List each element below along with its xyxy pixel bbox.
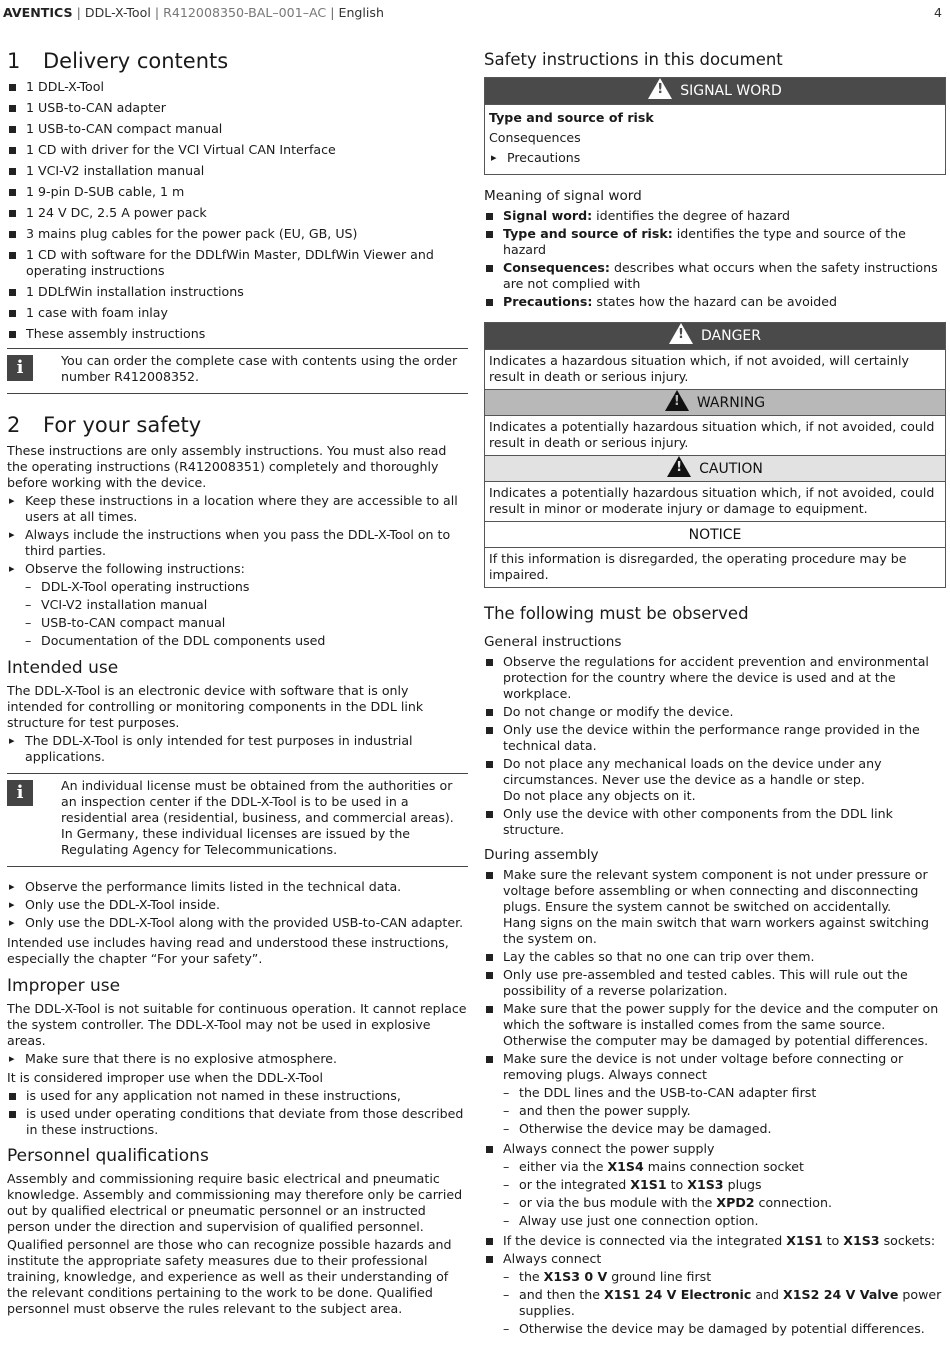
list-item: Only use pre-assembled and tested cables. This will rule out the possibility of a reverse polarization. — [484, 967, 946, 999]
safety-intro: These instructions are only assembly instructions. You must also read the operating instructions (R412008351) completely and thoroughly before working with the device. — [7, 443, 447, 490]
general-list — [484, 654, 946, 838]
list-item: is used for any application not named in these instructions, — [7, 1088, 468, 1104]
step-item: ▸ Only use the DDL-X-Tool along with the provided USB-to-CAN adapter. — [7, 915, 468, 931]
list-item: Signal word: identifies the degree of hazard — [484, 208, 946, 224]
list-item: Always connect the power supply – either via the X1S4 mains connection socket – or the integrated X1S1 to X1S3 plugs – or via the bus module with the XPD2 connection. – Alway use just one connection option. — [484, 1141, 946, 1229]
list-item: – DDL-X-Tool operating instructions — [25, 579, 468, 595]
intended-use-heading: Intended use — [7, 658, 119, 678]
improper-use-heading: Improper use — [7, 976, 121, 996]
list-item: 1 USB-to-CAN adapter — [7, 100, 468, 116]
list-item: Observe the regulations for accident prevention and environmental protection for the country where the device is used and at the workplace. — [484, 654, 946, 702]
list-item: Do not place any mechanical loads on the device under any circumstances. Never use the device as a handle or step. Do not place any objects on it. — [484, 756, 946, 804]
info-icon: i — [7, 780, 33, 806]
info-icon: i — [7, 355, 33, 381]
list-item: Only use the device within the performance range provided in the technical data. — [484, 722, 946, 754]
list-item: 3 mains plug cables for the power pack (EU, GB, US) — [7, 226, 468, 242]
list-item: Make sure the relevant system component is not under pressure or voltage before assembling or when connecting and disconnecting plugs. Ensure the system cannot be switched on accidentally. Hang signs on the main switch that warn workers against switching the system on. — [484, 867, 946, 947]
notice-header: NOTICE — [485, 521, 945, 547]
meaning-list — [484, 208, 946, 310]
signal-word-table: ! DANGER Indicates a hazardous situation which, if not avoided, will certainly result in death or serious injury. ! WARNING Indicates a potentially hazardous situation which, if not avoided, could result in death or serious injury. ! CAUTION Indicates a potentially hazardous situation which, if not avoided, could result in minor or moderate injury or damage to equipment. NOTICE If this information is disregarded, the operating procedure may be impaired. — [484, 322, 946, 588]
list-item: 1 CD with software for the DDLfWin Master, DDLfWin Viewer and operating instructions — [7, 247, 468, 279]
list-item: Only use the device with other components from the DDL link structure. — [484, 806, 946, 838]
general-heading: General instructions — [484, 634, 622, 650]
list-item: is used under operating conditions that deviate from those described in these instructions. — [7, 1106, 468, 1138]
warning-triangle-icon: ! — [648, 78, 672, 99]
warning-triangle-icon: ! — [667, 456, 691, 477]
delivery-list — [7, 79, 468, 342]
list-item: 1 9-pin D-SUB cable, 1 m — [7, 184, 468, 200]
info-note-order: i You can order the complete case with contents using the order number R412008352. — [7, 348, 468, 394]
page-header: AVENTICS | DDL-X-Tool | R412008350-BAL–001–AC | English 4 — [3, 5, 942, 20]
list-item: These assembly instructions — [7, 326, 468, 342]
step-item: ▸ Observe the following instructions: — [7, 561, 468, 577]
list-item: 1 DDL-X-Tool — [7, 79, 468, 95]
assembly-heading: During assembly — [484, 847, 599, 863]
list-item: 1 USB-to-CAN compact manual — [7, 121, 468, 137]
step-item: ▸ The DDL-X-Tool is only intended for test purposes in industrial applications. — [7, 733, 468, 765]
danger-header: ! DANGER — [485, 323, 945, 349]
personnel-heading: Personnel qualifications — [7, 1146, 209, 1166]
language: English — [338, 5, 384, 20]
list-item: Make sure that the power supply for the device and the computer on which the software is installed comes from the same source. Otherwise the computer may be damaged by potential differences. — [484, 1001, 946, 1049]
list-item: Consequences: describes what occurs when the safety instructions are not complied with — [484, 260, 946, 292]
warning-triangle-icon: ! — [665, 390, 689, 411]
list-item: Type and source of risk: identifies the type and source of the hazard — [484, 226, 946, 258]
list-item: 1 24 V DC, 2.5 A power pack — [7, 205, 468, 221]
assembly-list — [484, 867, 946, 1337]
warning-triangle-icon: ! — [669, 323, 693, 344]
left-column: 1 Delivery contents 1 DDL-X-Tool 1 USB-to-CAN adapter 1 USB-to-CAN compact manual 1 CD with driver for the VCI Virtual CAN Interface 1 VCI-V2 installation manual 1 9-pin D-SUB cable, 1 m 1 24 V DC, 2.5 A power pack 3 mains plug cables for the power pack (EU, GB, US) 1 CD with software for the DDLfWin Master, DDLfWin Viewer and operating instructions 1 DDLfWin installation instructions 1 case with foam inlay These assembly instructions i You can order the complete case with contents using the order number R412008352. 2 For your safety These instructions are only assembly instructions. You must also read the operating instructions (R412008351) completely and thoroughly before working with the device. ▸ Keep these instructions in a location where they are accessible to all users at all times. ▸ Always include the instructions when you pass the DDL-X-Tool on to third parties. ▸ Observe the following instructions: – DDL-X-Tool operating instructions – VCI-V2 installation manual – USB-to-CAN compact manual – Documentation of the DDL components used Intended use The DDL-X-Tool is an electronic device with software that is only intended for controlling or monitoring components in the DDL link structure for test purposes. ▸ The DDL-X-Tool is only intended for test purposes in industrial applications. i An individual license must be obtained from the authorities or an inspection center if the DDL-X-Tool is to be used in a residential area (residential, business, and commercial areas). In Germany, these individual licenses are issued by the Regulating Agency for Telecommunications. ▸ Observe the performance limits listed in the technical data. ▸ Only use the DDL-X-Tool inside. ▸ Only use the DDL-X-Tool along with the provided USB-to-CAN adapter. Intended use includes having read and understood these instructions, especially the chapter “For your safety”. Improper use The DDL-X-Tool is not suitable for continuous operation. It cannot replace the system controller. The DDL-X-Tool may not be used in explosive areas. ▸ Make sure that there is no explosive atmosphere. It is considered improper use when the DDL-X-Tool is used for any application not named in these instructions, is used under operating conditions that deviate from those described in these instructions. Personnel qualifications Assembly and commissioning require basic electrical and pneumatic knowledge. Assembly and commissioning may therefore only be carried out by qualified electrical or pneumatic personnel or an instructed person under the direction and supervision of qualified personnel. Qualified personnel are those who can recognize possible hazards and institute the appropriate safety measures due to their professional training, knowledge, and experience as well as their understanding of the relevant conditions pertaining to the work to be done. Qualified personnel must observe the rules relevant to the subject area. — [7, 48, 468, 1319]
product-name: DDL-X-Tool — [84, 5, 151, 20]
section-1-heading: 1 Delivery contents — [7, 49, 229, 73]
safety-doc-heading: Safety instructions in this document — [484, 50, 783, 69]
list-item: Always connect – the X1S3 0 V ground line first – and then the X1S1 24 V Electronic and X1S2 24 V Valve power supplies. – Otherwise the device may be damaged by potential differences. — [484, 1251, 946, 1337]
list-item: – Documentation of the DDL components used — [25, 633, 468, 649]
step-item: ▸ Make sure that there is no explosive atmosphere. — [7, 1051, 468, 1067]
list-item: Make sure the device is not under voltage before connecting or removing plugs. Always connect – the DDL lines and the USB-to-CAN adapter first – and then the power supply. – Otherwise the device may be damaged. — [484, 1051, 946, 1137]
step-item: ▸ Only use the DDL-X-Tool inside. — [7, 897, 468, 913]
info-note-license: i An individual license must be obtained from the authorities or an inspection center if the DDL-X-Tool is to be used in a residential area (residential, business, and commercial areas). In Germany, these individual licenses are issued by the Regulating Agency for Telecommunications. — [7, 773, 468, 867]
doc-code: R412008350-BAL–001–AC — [163, 5, 327, 20]
meaning-heading: Meaning of signal word — [484, 188, 642, 204]
list-item: – VCI-V2 installation manual — [25, 597, 468, 613]
signal-word-template: ! SIGNAL WORD Type and source of risk Consequences ▸ Precautions — [484, 77, 946, 175]
list-item: – USB-to-CAN compact manual — [25, 615, 468, 631]
step-item: ▸ Observe the performance limits listed in the technical data. — [7, 879, 468, 895]
brand-name: AVENTICS — [3, 5, 73, 20]
observed-heading: The following must be observed — [484, 604, 749, 623]
safety-steps — [7, 493, 468, 577]
list-item: Lay the cables so that no one can trip over them. — [484, 949, 946, 965]
list-item: 1 DDLfWin installation instructions — [7, 284, 468, 300]
document-list — [25, 579, 468, 649]
list-item: 1 case with foam inlay — [7, 305, 468, 321]
list-item: If the device is connected via the integrated X1S1 to X1S3 sockets: — [484, 1233, 946, 1249]
list-item: 1 VCI-V2 installation manual — [7, 163, 468, 179]
warning-header: ! WARNING — [485, 389, 945, 415]
right-column — [484, 50, 946, 1342]
page-number: 4 — [933, 5, 942, 20]
list-item: 1 CD with driver for the VCI Virtual CAN Interface — [7, 142, 468, 158]
list-item: Do not change or modify the device. — [484, 704, 946, 720]
list-item: Precautions: states how the hazard can be avoided — [484, 294, 946, 310]
step-item: ▸ Always include the instructions when you pass the DDL-X-Tool on to third parties. — [7, 527, 468, 559]
section-2-heading: 2 For your safety — [7, 413, 202, 437]
caution-header: ! CAUTION — [485, 455, 945, 481]
step-item: ▸ Keep these instructions in a location where they are accessible to all users at all times. — [7, 493, 468, 525]
